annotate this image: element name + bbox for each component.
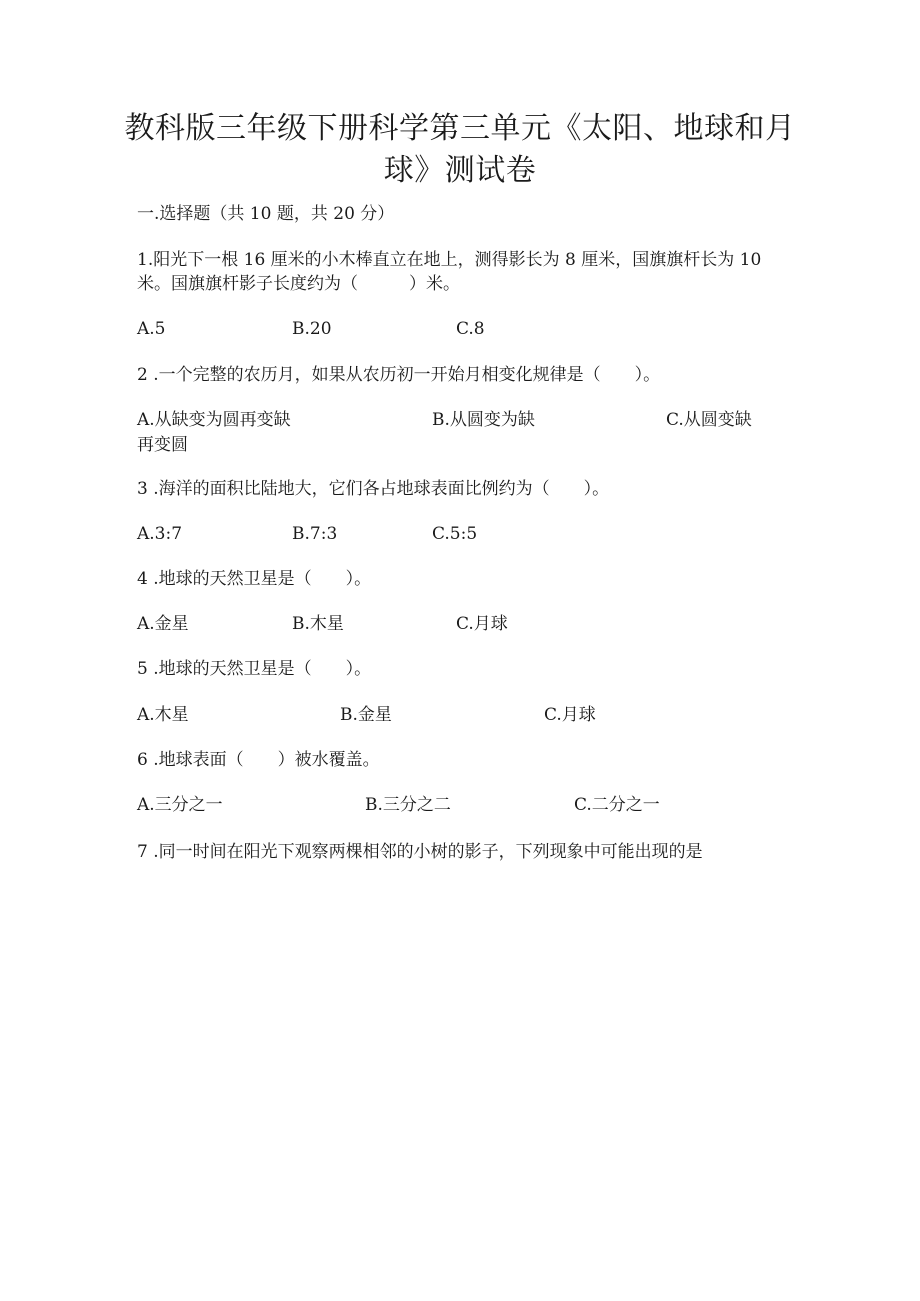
question-1-option-b[interactable]: B.20 [292,319,332,339]
question-4-text: 4 .地球的天然卫星是（ ）。 [137,569,372,589]
question-7-text: 7 .同一时间在阳光下观察两棵相邻的小树的影子，下列现象中可能出现的是 [137,842,703,862]
question-6-option-c[interactable]: C.二分之一 [574,795,660,815]
question-6-option-b[interactable]: B.三分之二 [365,795,451,815]
question-6-text: 6 .地球表面（ ）被水覆盖。 [137,750,380,770]
question-5-option-b[interactable]: B.金星 [340,705,392,725]
question-1-text: 1.阳光下一根 16 厘米的小木棒直立在地上，测得影长为 8 厘米，国旗旗杆长为 10 米。国旗旗杆影子长度约为（ ）米。 [137,250,762,294]
question-6-option-a[interactable]: A.三分之一 [137,795,223,815]
question-1-option-c[interactable]: C.8 [456,319,485,339]
question-4-option-c[interactable]: C.月球 [456,614,508,634]
question-2-option-c-continued: 再变圆 [137,435,188,455]
question-2-option-b[interactable]: B.从圆变为缺 [432,410,535,430]
question-4-option-b[interactable]: B.木星 [292,614,344,634]
question-3-option-b[interactable]: B.7:3 [292,524,338,544]
question-5-text: 5 .地球的天然卫星是（ ）。 [137,659,372,679]
question-2-text: 2 .一个完整的农历月，如果从农历初一开始月相变化规律是（ ）。 [137,365,661,385]
question-1-option-a[interactable]: A.5 [137,319,166,339]
question-5-option-a[interactable]: A.木星 [137,705,189,725]
question-4-option-a[interactable]: A.金星 [137,614,189,634]
question-3-option-c[interactable]: C.5:5 [432,524,478,544]
question-2-option-c[interactable]: C.从圆变缺 [666,410,752,430]
exam-title: 教科版三年级下册科学第三单元《太阳、地球和月球》测试卷 [124,111,796,188]
question-3-text: 3 .海洋的面积比陆地大，它们各占地球表面比例约为（ ）。 [137,479,610,499]
section-heading: 一.选择题（共 10 题，共 20 分） [137,204,395,224]
question-3-option-a[interactable]: A.3:7 [137,524,183,544]
question-5-option-c[interactable]: C.月球 [544,705,596,725]
question-2-option-a[interactable]: A.从缺变为圆再变缺 [137,410,291,430]
